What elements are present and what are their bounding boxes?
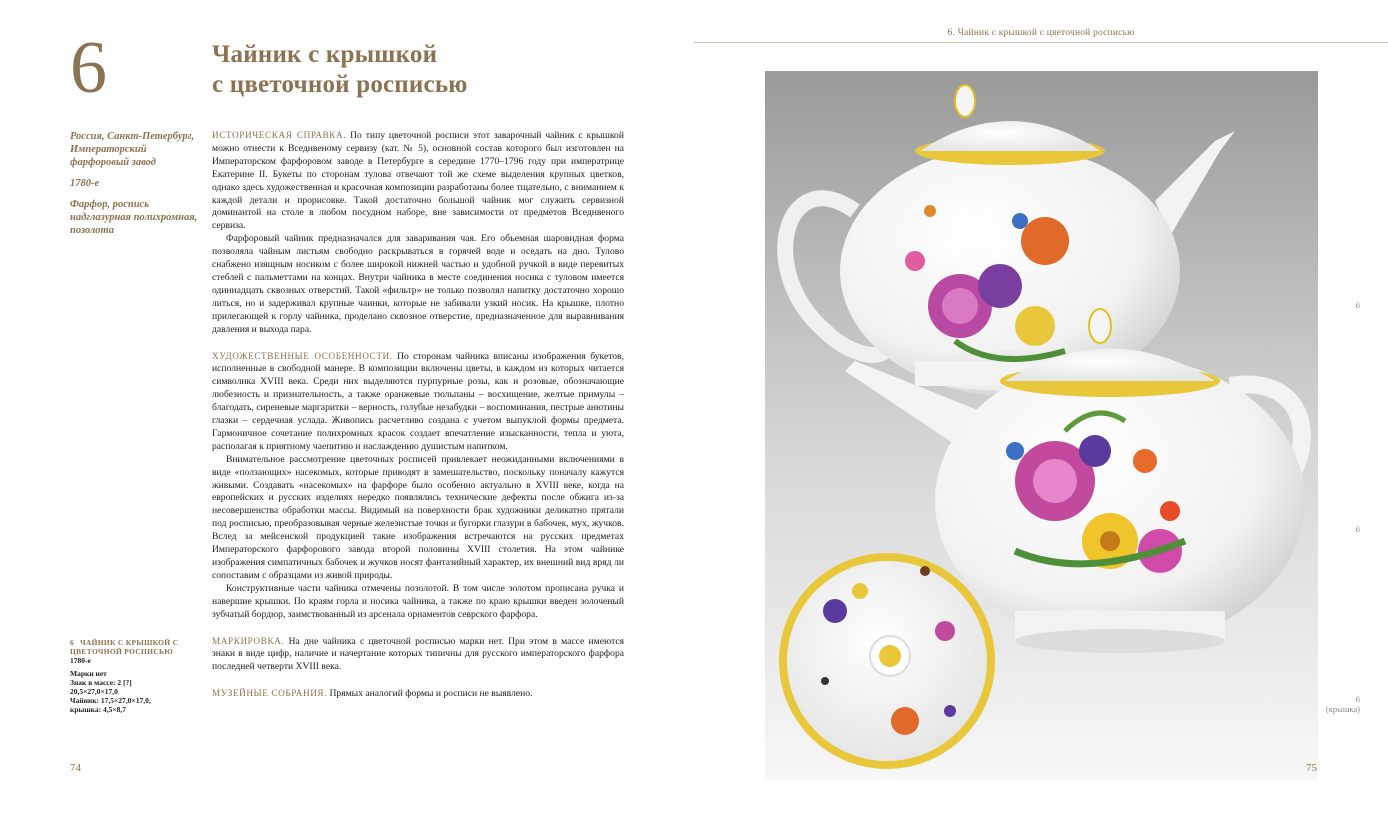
title-line-1: Чайник с крышкой (212, 41, 438, 68)
teapot-photo (765, 71, 1318, 780)
caption-title (70, 638, 206, 656)
museum-paragraph (212, 687, 624, 701)
marking-paragraph (212, 635, 624, 675)
caption-line: Чайник: 17,5×27,0×17,0, (70, 696, 151, 705)
caption-number: 6 (70, 638, 75, 647)
caption-line: крышка: 4,5×8,7 (70, 705, 127, 714)
caption-line: Марки нет (70, 669, 107, 678)
right-page (694, 0, 1388, 821)
caption-title-text: ЧАЙНИК С КРЫШКОЙ С ЦВЕТОЧНОЙ РОСПИСЬЮ (70, 638, 179, 656)
caption-line: 20,5×27,0×17,0 (70, 687, 118, 696)
meta-material: Фарфор, роспись надглазурная полихромная, позолота (70, 199, 198, 236)
page-number-left: 74 (70, 762, 81, 774)
meta-origin: Россия, Санкт-Петербург, Императорский фарфоровый завод (70, 131, 195, 168)
side-mark-2: 6 (1355, 524, 1360, 534)
caption-line: Знак в массе: 2 [?] (70, 678, 132, 687)
caption-date: 1780-е (70, 656, 91, 665)
art-paragraph-1 (212, 350, 624, 454)
meta-date: 1780-е (70, 178, 100, 189)
catalog-number: 6 (70, 27, 107, 109)
history-paragraph-2: Фарфоровый чайник предназначался для заваривания чая. Его объемная шаровидная форма позволяла чайным листьям свободно раскрываться в горячей воде и оседать на дно. Тулово снабжено изящным носиком с более широкой нижней частью и удобной ручкой в виде перевитых стеблей с пальметтами на концах. Внутри чайника в месте соединения носика с туловом имеется одиннадцать сквозных отверстий. Такой «фильтр» не только позволял напитку достаточно хорошо литься, но и задерживал крупные чаинки, которые не забивали узкий носик. На крышке, плотно прилегающей к горлу чайника, проделано сквозное отверстие, предназначенное для выравнивания давления и выхода пара. (212, 233, 624, 335)
object-caption (70, 638, 206, 714)
history-heading: ИСТОРИЧЕСКАЯ СПРАВКА. (212, 130, 347, 140)
lid-top-view (779, 553, 995, 769)
side-mark-1: 6 (1355, 300, 1360, 310)
side-mark-3 (1326, 694, 1360, 714)
history-paragraph-1 (212, 129, 624, 233)
marking-heading: МАРКИРОВКА. (212, 635, 285, 646)
art-paragraph-3: Конструктивные части чайника отмечены позолотой. В том числе золотом прописана ручка и навершие крышки. По краям горла и носика чайника, а также по краю крышки введен золоченый зубчатый бордюр, заимствованный из арсенала орнаментов севрского фарфора. (212, 582, 624, 620)
museum-heading: МУЗЕЙНЫЕ СОБРАНИЯ. (212, 688, 328, 699)
art-paragraph-2: Внимательное рассмотрение цветочных росписей привлекает неожиданными включениями в виде «ползающих» насекомых, которые приводят в замешательство, поскольку поначалу кажутся живыми. Создавать «насекомых» на фарфоре было особенно актуально в XVIII веке, когда на европейских и русских изделиях нередко появлялись технические дефекты после обжига из-за несовершенства обработки массы. Видимый на поверхности брак художники деликатно прятали под росписью, преобразовывая черные железистые точки и бугорки глазури в бабочек, мух, жучков. Вслед за мейсенской продукцией такие изображения встречаются на русских предметах Императорского фарфорового завода второй половины XVIII столетия. На этом чайнике изображения симпатичных бабочек и жучков носят фантазийный характер, их внешний вид вряд ли сопоставим с образцами из живой природы. (212, 453, 624, 581)
header-rule (694, 42, 1388, 43)
running-head: 6. Чайник с крышкой с цветочной росписью (947, 28, 1135, 38)
object-meta (70, 130, 206, 245)
title-line-2: с цветочной росписью (212, 71, 468, 98)
art-text-1: По сторонам чайника вписаны изображения букетов, исполненные в свободной манере. В композиции включены цветы, в каждом из которых читается символика XVIII века. Среди них выделяются пурпурные розы, как и розовые, обозначающие любезность и признательность, а также оранжевые тюльпаны – восхищение, желтые примулы – благодать, сиреневые маргаритки – верность, голубые незабудки – воспоминания, пестрые анютины глазки – сердечная услада. Живопись расчетливо создана с учетом выпуклой формы предмета. Гармоничное сочетание полихромных красок создает впечатление изысканности, тепла и уюта, располагая к приятному чаепитию и наслаждению душистым напитком. (212, 350, 624, 452)
side-mark-3-number: 6 (1355, 694, 1360, 704)
history-text-1: По типу цветочной росписи этот заварочный чайник с крышкой можно отнести к Вседнвеному сервизу (кат. № 5), основной состав которого был изготовлен на Императорском фарфоровом заводе в Петербурге в середине 1770–1796 году при императрице Екатерине II. Букеты по сторонам тулова отвечают той же схеме выделения крупных цветков, однако здесь художественная и красочная композиции разработаны более тщательно, с вниманием к каждой детали и прорисовке. Такой достаточно большой чайник мог служить сервизной доминантой на столе в любом посудном наборе, вне зависимости от предметов Вседнвеного сервиза. (212, 130, 624, 232)
page-title (212, 40, 592, 100)
art-heading: ХУДОЖЕСТВЕННЫЕ ОСОБЕННОСТИ. (212, 350, 393, 361)
side-mark-3-sub: (крышка) (1325, 704, 1360, 714)
museum-text: Прямых аналогий формы и росписи не выявлено. (329, 688, 533, 700)
main-text (212, 129, 624, 701)
page-number-right: 75 (1306, 762, 1317, 774)
marking-text: На дне чайника с цветочной росписью марки нет. При этом в массе имеются знаки в виде цифр, наличие и начертание которых типичны для русского императорского фарфора последней четверти XVIII века. (212, 635, 624, 673)
